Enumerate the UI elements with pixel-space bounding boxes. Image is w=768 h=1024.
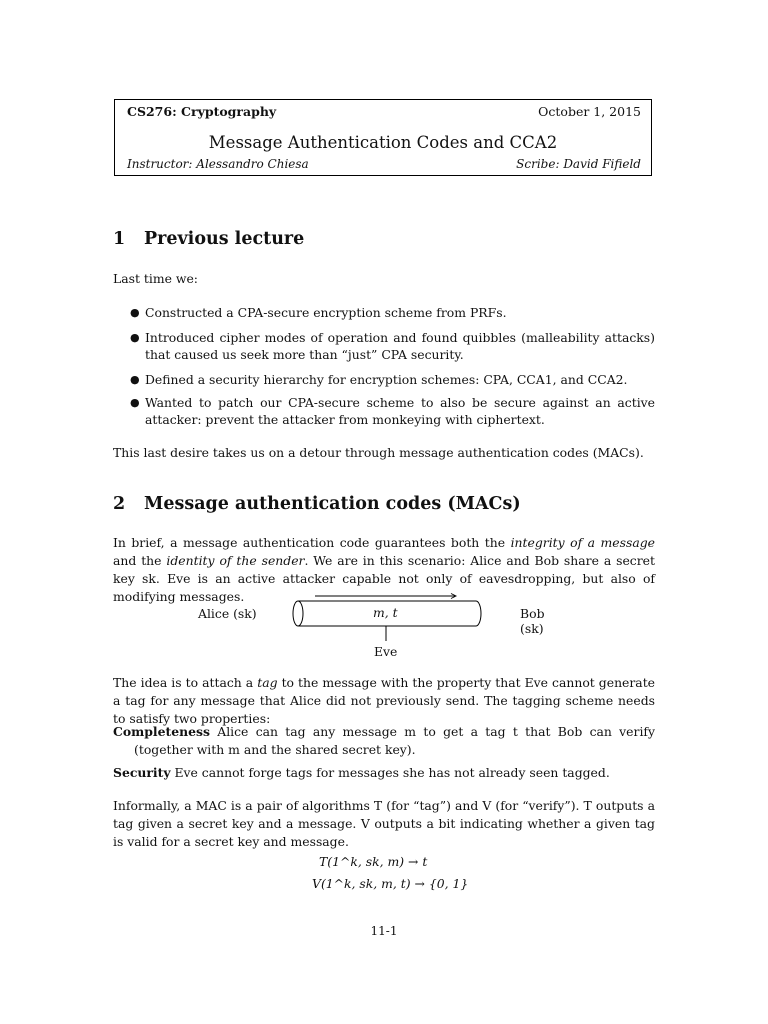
paragraph-tag-idea	[113, 674, 655, 728]
emphasis-text: tag	[257, 675, 278, 690]
pipe-left-end	[293, 601, 303, 626]
section-title: Previous lecture	[144, 229, 305, 249]
property-text: Eve cannot forge tags for messages she has not already seen tagged.	[170, 765, 610, 780]
equation-tag: T(1^k, sk, m) → t	[319, 854, 428, 869]
page-number: 11-1	[370, 924, 398, 938]
property-security	[113, 764, 655, 782]
emphasis-text: integrity of a message	[510, 535, 655, 550]
text-run: In brief, a message authentication code guarantees both the	[113, 535, 511, 550]
list-item	[130, 329, 655, 363]
eve-label: Eve	[374, 644, 398, 659]
property-term: Security	[113, 765, 171, 780]
list-item-text: Wanted to patch our CPA-secure scheme to also be secure against an active attacker: prevent the attacker from monkeying with ciphertext.	[145, 395, 655, 427]
list-item-text: Introduced cipher modes of operation and found quibbles (malleability attacks) that caused us seek more than “just” CPA security.	[145, 330, 655, 362]
list-item	[130, 394, 655, 428]
scribe-name: Scribe: David Fifield	[516, 157, 641, 171]
text-run: The idea is to attach a	[113, 675, 258, 690]
bob-label: Bob (sk)	[520, 606, 545, 636]
text-run: to the message with the property that Eve cannot generate a tag for any message that Alice did not previously send. The tagging scheme needs to satisfy two properties:	[113, 675, 656, 726]
lecture-header-box	[114, 99, 652, 176]
mac-scenario-diagram	[190, 590, 570, 665]
lecture-date: October 1, 2015	[538, 104, 641, 119]
bullet-icon: ●	[130, 331, 140, 344]
bullet-icon: ●	[130, 373, 140, 386]
property-text: Alice can tag any message m to get a tag t that Bob can verify (together with m and the shared secret key).	[134, 724, 655, 757]
paragraph-intro: Last time we:	[113, 271, 198, 286]
channel-label: m, t	[373, 605, 398, 620]
section-number: 1	[113, 229, 126, 249]
lecture-title: Message Authentication Codes and CCA2	[208, 133, 558, 152]
bullet-icon: ●	[130, 306, 140, 319]
paragraph-closing: This last desire takes us on a detour through message authentication codes (MACs).	[113, 445, 644, 460]
paragraph-mac-definition: Informally, a MAC is a pair of algorithms T (for “tag”) and V (for “verify”). T outputs a tag given a secret key and a message. V outputs a bit indicating whether a given tag is valid for a secret key and message.	[113, 798, 655, 849]
list-item-text: Defined a security hierarchy for encryption schemes: CPA, CCA1, and CCA2.	[145, 372, 628, 387]
list-item-text: Constructed a CPA-secure encryption scheme from PRFs.	[145, 305, 507, 320]
property-completeness	[113, 723, 655, 759]
alice-label: Alice (sk)	[198, 606, 257, 621]
emphasis-text: identity of the sender	[166, 553, 305, 568]
section-title: Message authentication codes (MACs)	[144, 494, 521, 514]
instructor-name: Instructor: Alessandro Chiesa	[127, 157, 309, 171]
equation-verify: V(1^k, sk, m, t) → {0, 1}	[312, 876, 469, 891]
property-term: Completeness	[113, 724, 210, 739]
section-heading-1	[113, 229, 304, 249]
course-name: CS276: Cryptography	[127, 104, 277, 119]
pipe-right-end	[476, 601, 481, 626]
list-item	[130, 371, 655, 388]
text-run: and the	[113, 553, 167, 568]
text-run: . We are in this scenario: Alice and Bob share a secret key sk. Eve is an active attacker capable not only of eavesdropping, but also of modifying messages.	[113, 553, 655, 604]
bullet-icon: ●	[130, 396, 140, 409]
section-number: 2	[113, 494, 126, 514]
list-item	[130, 304, 655, 321]
section-heading-2	[113, 494, 521, 514]
